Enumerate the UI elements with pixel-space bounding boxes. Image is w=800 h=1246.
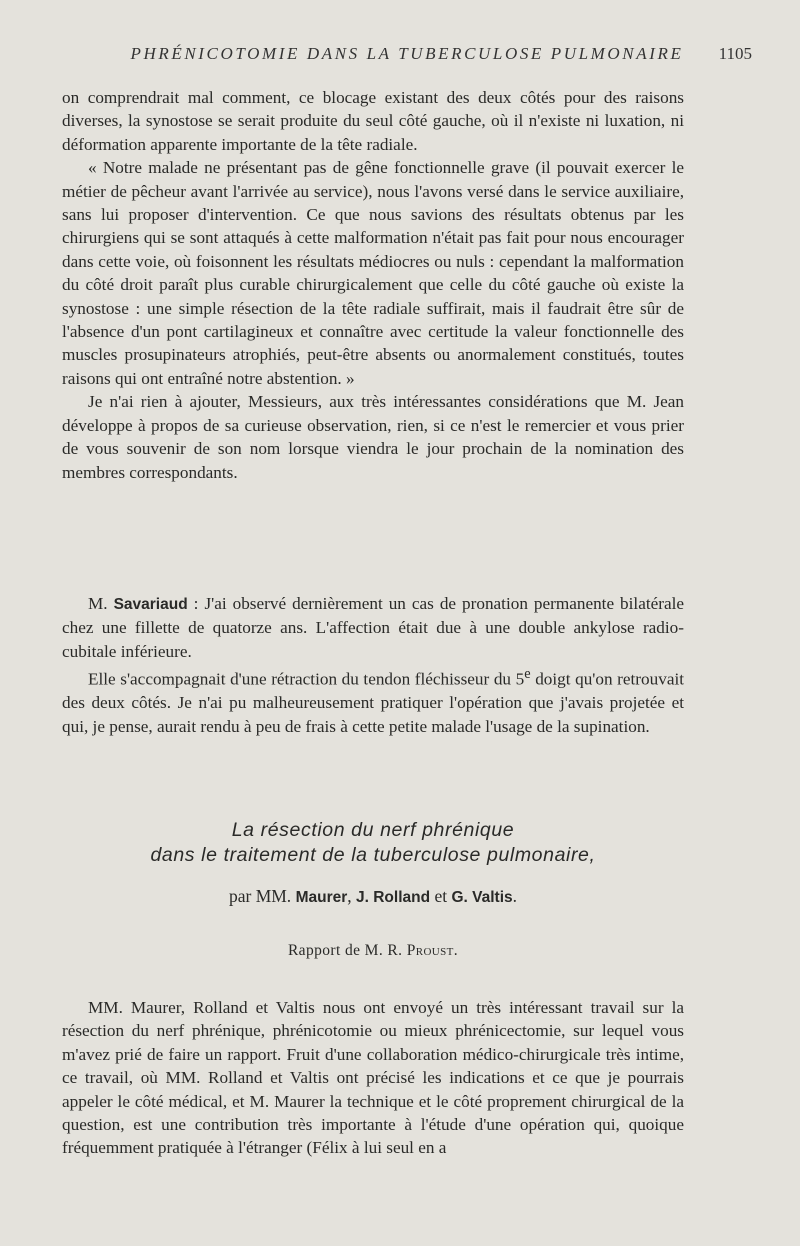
paragraph-quote: « Notre malade ne présentant pas de gêne fonctionnelle grave (il pouvait exercer le métier de pêcheur avant l'arrivée au service), nous l'avons versé dans le service auxiliaire, sans lui proposer d'intervention. Ce que nous savions des résultats obtenus par les chirurgiens qui se sont attaqués à cette malformation n'était pas fait pour nous encourager dans cette voie, où foisonnent les résultats médiocres ou nuls : cependant la malformation du côté droit paraît plus curable chirurgicalement que celle du côté gauche où existe la synostose : une simple résection de la tête radiale suffirait, mais il faudrait être sûr de l'absence d'un pont cartilagineux et connaître avec certitude la valeur fonctionnelle des muscles prosupinateurs atrophiés, peut-être absents ou anormalement constitués, toutes raisons qui ont entraîné notre abstention. » [62,158,684,388]
running-title: PHRÉNICOTOMIE DANS LA TUBERCULOSE PULMONAIRE [130,44,684,63]
paragraph: on comprendrait mal comment, ce blocage existant des deux côtés pour des raisons diverses, la synostose se serait produite du seul côté gauche, où il n'existe ni luxation, ni déformation apparente importante de la tête radiale. [62,88,684,154]
paragraph-text: : J'ai observé dernièrement un cas de pronation permanente bilatérale chez une fillette de quatorze ans. L'affection était due à une double ankylose radio-cubitale inférieure. [62,594,684,661]
title-line: dans le traitement de la tuberculose pulmonaire, [150,844,596,866]
author-name: Maurer [295,889,348,906]
paragraph-text: doigt qu'on retrouvait des deux côtés. Je n'ai pu malheureusement pratiquer l'opération que j'avais projetée et qui, je pense, aurait rendu à peu de frais à cette petite malade l'usage de la supination. [62,669,684,736]
separator: , [347,886,356,906]
reporter-name: Proust [406,942,454,959]
separator: . [453,942,459,959]
speaker-prefix: M. [88,594,114,613]
separator: . [512,886,518,906]
author-name: J. Rolland [356,889,431,906]
article-authors [62,886,684,907]
paragraph [62,663,684,738]
superscript: e [524,666,531,683]
section-savariaud [62,592,684,738]
running-header [62,44,752,64]
authors-by: par MM. [228,886,296,906]
separator: et [430,886,452,906]
section-jean-report [62,86,684,484]
report-prefix: Rapport de M. R. [287,942,407,959]
report-byline [62,942,684,960]
article-title [62,818,684,868]
title-line: La résection du nerf phrénique [231,819,515,841]
author-name: G. Valtis [451,889,513,906]
paragraph: MM. Maurer, Rolland et Valtis nous ont envoyé un très intéressant travail sur la résection du nerf phrénique, phrénicotomie ou mieux phrénicectomie, sur lequel vous m'avez prié de faire un rapport. Fruit d'une collaboration médico-chirurgicale très intime, ce travail, où MM. Rolland et Valtis ont précisé les indications et ce que je pourrais appeler le côté médical, et M. Maurer la technique et le côté proprement chirurgical de la question, est une contribution très importante à l'étude d'une opération qui, quoique fréquemment pratiquée à l'étranger (Félix à lui seul en a [62,998,684,1158]
article-body [62,996,684,1160]
speaker-name: Savariaud [113,596,188,613]
paragraph-text: Elle s'accompagnait d'une rétraction du tendon fléchisseur du 5 [88,669,525,689]
page-number: 1105 [718,44,752,63]
paragraph: Je n'ai rien à ajouter, Messieurs, aux très intéressantes considérations que M. Jean développe à propos de sa curieuse observation, rien, si ce n'est le remercier et vous prier de vous souvenir de son nom lorsque viendra le jour prochain de la nomination des membres correspondants. [62,392,684,482]
paragraph-savariaud [62,592,684,663]
